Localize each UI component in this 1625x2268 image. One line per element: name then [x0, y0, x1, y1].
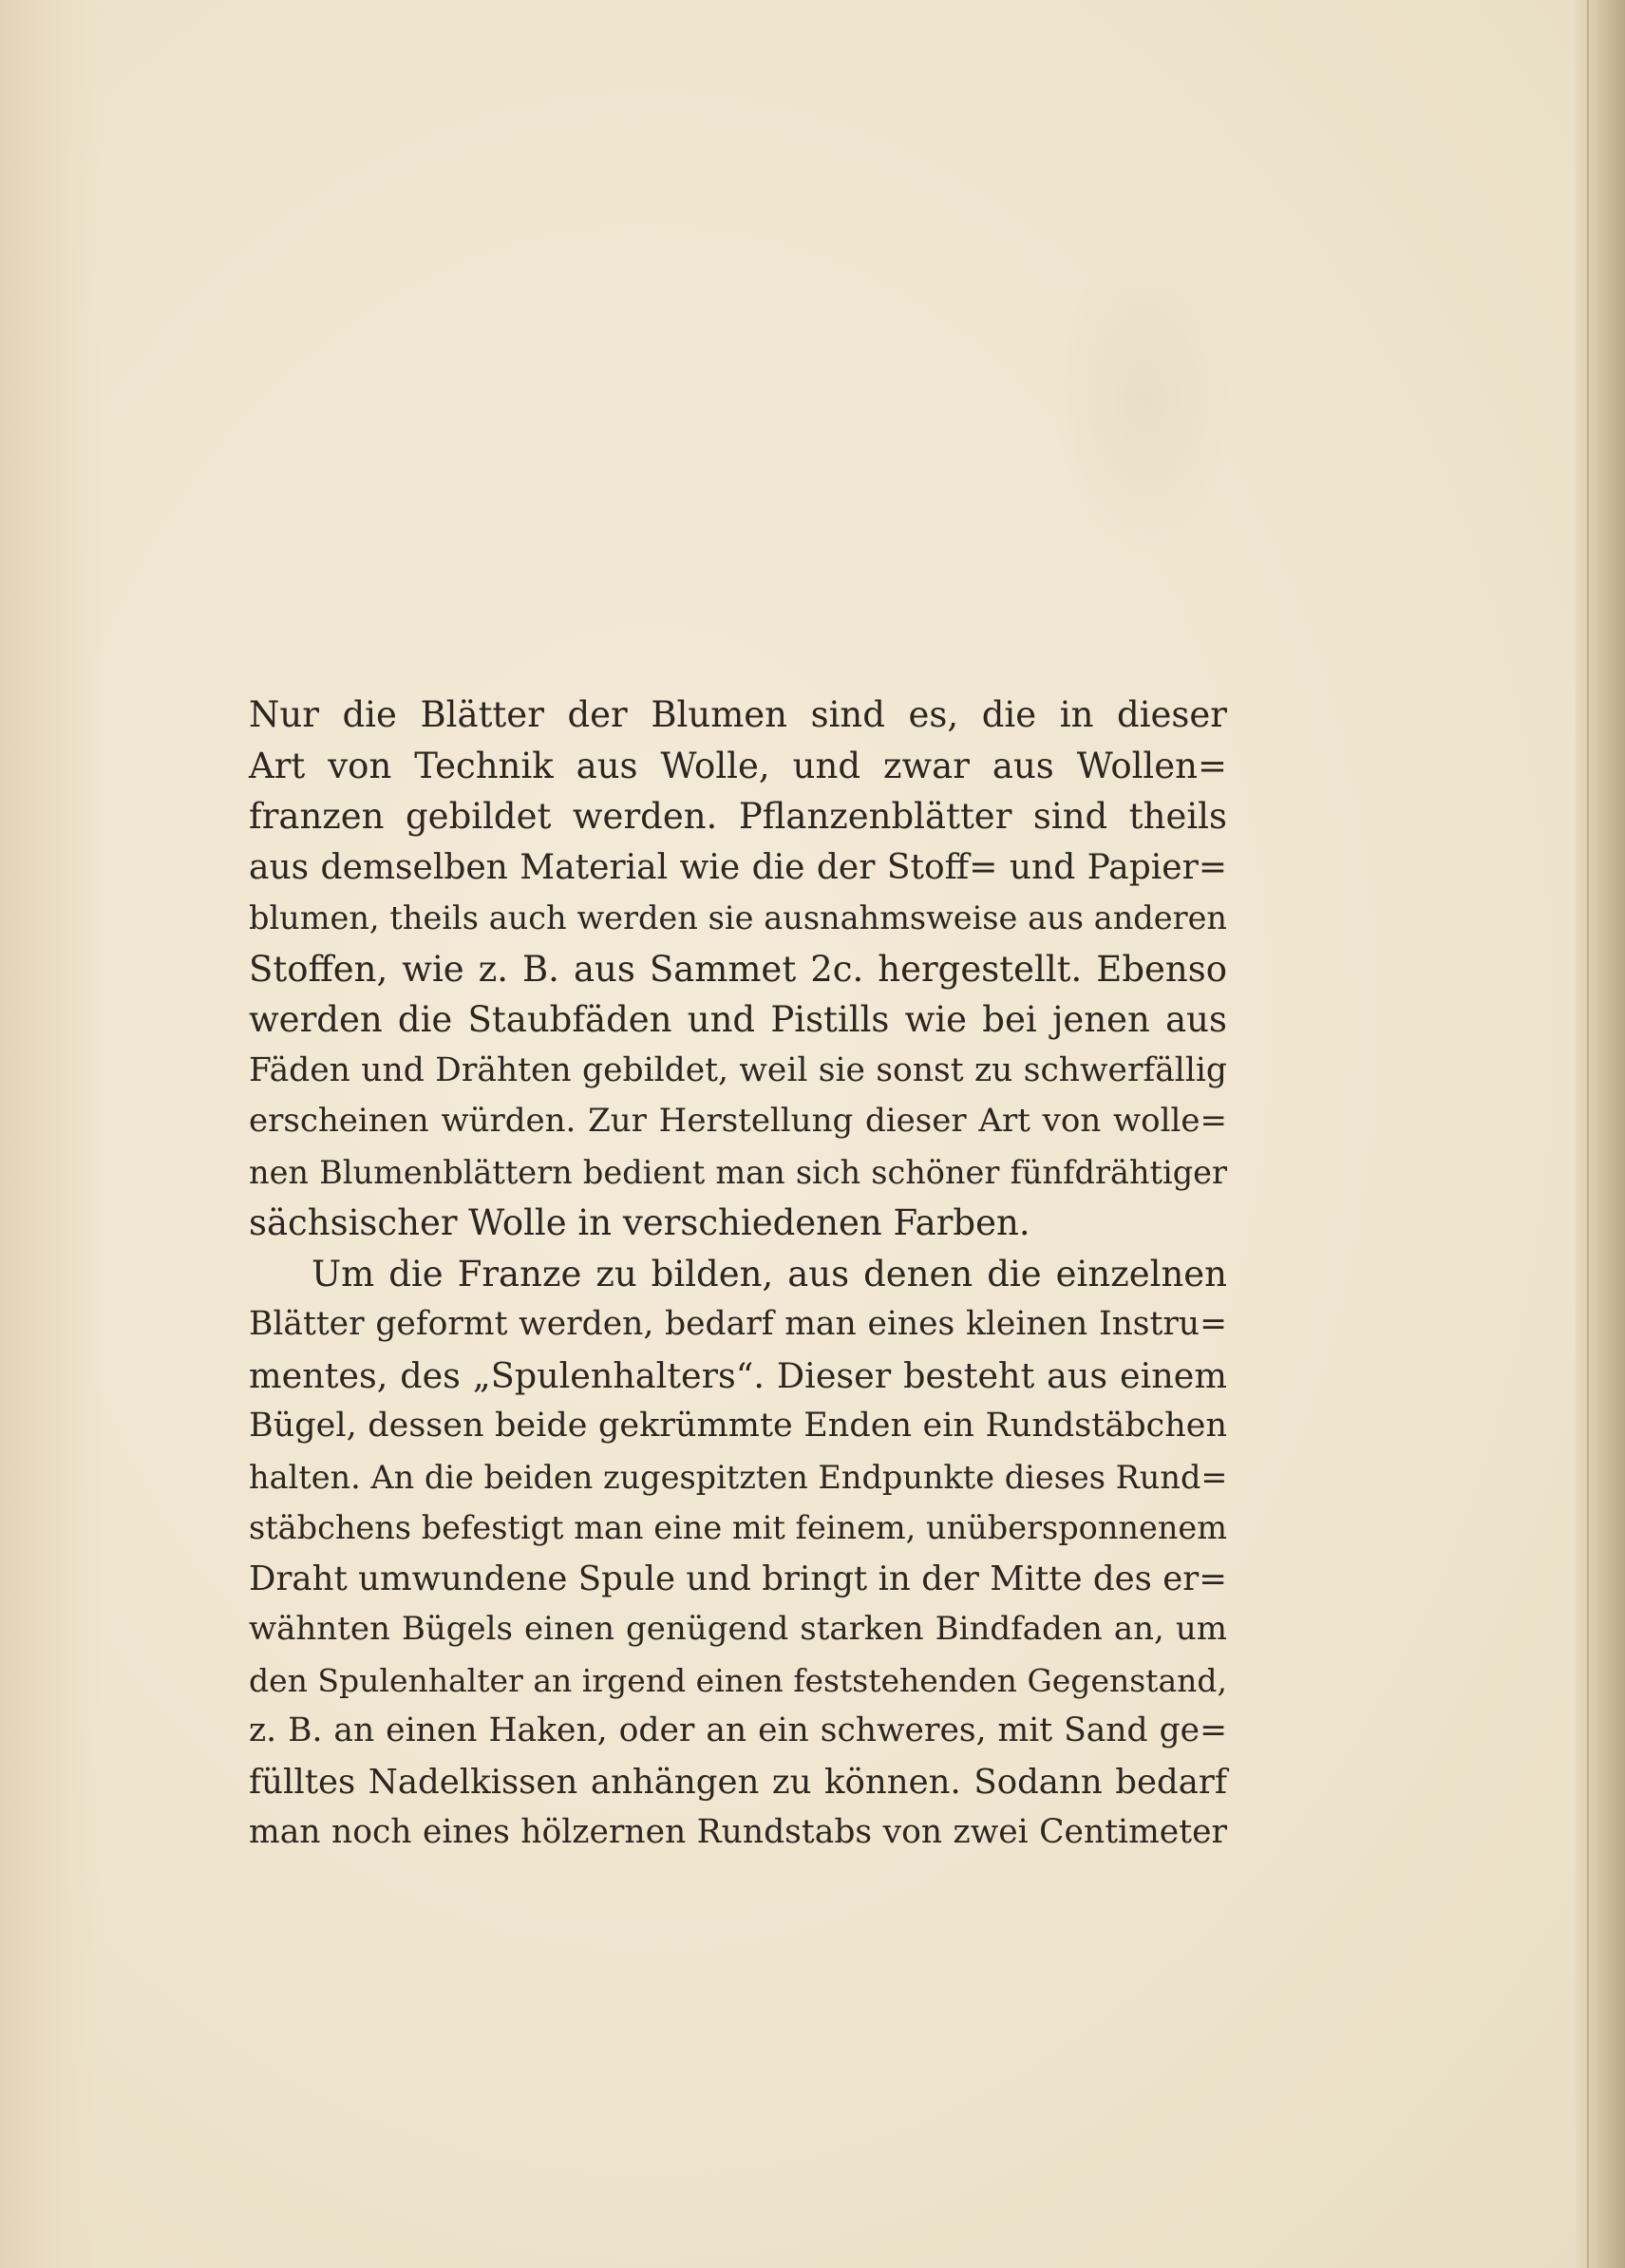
- text-line: Bügel, dessen beide gekrümmte Enden ein Rundstäbchen: [249, 1407, 1227, 1445]
- text-line: Blätter geformt werden, bedarf man eines kleinen Instru=: [249, 1305, 1227, 1343]
- body-text: [249, 690, 1227, 1859]
- text-line: sächsischer Wolle in verschiedenen Farben.: [249, 1202, 1030, 1243]
- text-line: Fäden und Drähten gebildet, weil sie sonst zu schwerfällig: [249, 1050, 1227, 1089]
- text-line: z. B. an einen Haken, oder an ein schweres, mit Sand ge=: [249, 1711, 1227, 1749]
- text-line: aus demselben Material wie die der Stoff= und Papier=: [249, 847, 1227, 887]
- text-line: wähnten Bügels einen genügend starken Bindfaden an, um: [249, 1610, 1227, 1648]
- text-line: den Spulenhalter an irgend einen feststehenden Gegenstand,: [249, 1661, 1227, 1699]
- page-edge: [1576, 0, 1625, 2268]
- text-line: fülltes Nadelkissen anhängen zu können. Sodann bedarf: [249, 1762, 1227, 1802]
- text-line: Um die Franze zu bilden, aus denen die einzelnen: [312, 1253, 1227, 1295]
- text-line: franzen gebildet werden. Pflanzenblätter sind theils: [249, 796, 1227, 837]
- text-line: werden die Staubfäden und Pistills wie bei jenen aus: [249, 999, 1227, 1040]
- page-gutter-shadow: [0, 0, 104, 2268]
- text-line: mentes, des „Spulenhalters“. Dieser besteht aus einem: [249, 1354, 1227, 1396]
- text-line: Art von Technik aus Wolle, und zwar aus Wollen=: [249, 745, 1227, 786]
- text-line: blumen, theils auch werden sie ausnahmsweise aus anderen: [249, 899, 1227, 936]
- text-line: Draht umwundene Spule und bringt in der Mitte des er=: [249, 1559, 1227, 1598]
- text-line: Nur die Blätter der Blumen sind es, die in dieser: [249, 694, 1227, 735]
- text-line: halten. An die beiden zugespitzten Endpunkte dieses Rund=: [249, 1458, 1228, 1496]
- text-line: nen Blumenblättern bedient man sich schöner fünfdrähtiger: [249, 1153, 1227, 1191]
- text-line: erscheinen würden. Zur Herstellung dieser Art von wolle=: [249, 1102, 1227, 1140]
- text-line: stäbchens befestigt man eine mit feinem, unübersponnenem: [249, 1509, 1227, 1546]
- page-edge-line: [1587, 0, 1589, 2268]
- text-line: Stoffen, wie z. B. aus Sammet 2c. hergestellt. Ebenso: [249, 948, 1227, 990]
- text-line: man noch eines hölzernen Rundstabs von zwei Centimeter: [249, 1813, 1227, 1851]
- ink-bleed-through: [1054, 242, 1235, 556]
